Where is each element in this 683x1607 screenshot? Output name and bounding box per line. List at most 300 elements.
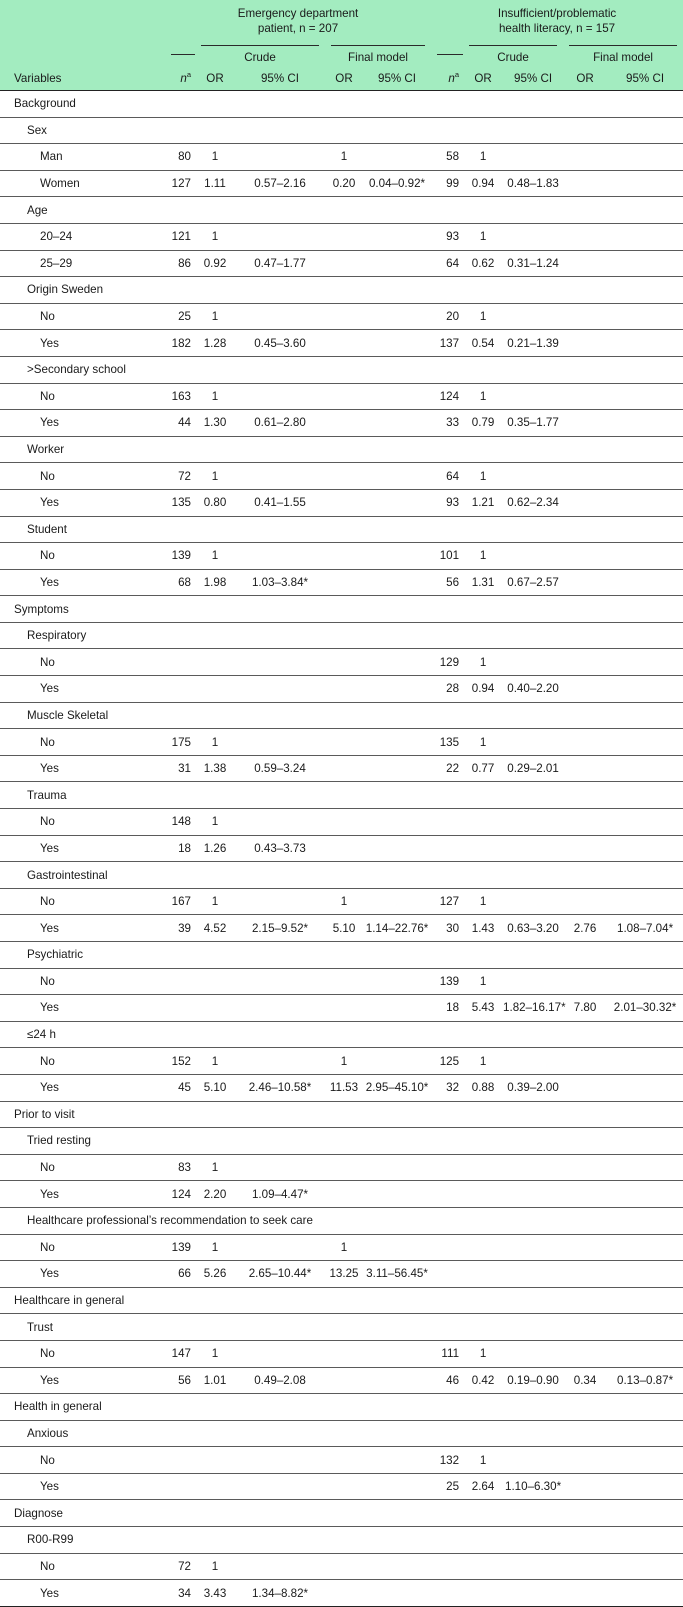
cell-n-left: 124	[165, 1181, 195, 1208]
table-row	[0, 1048, 683, 1075]
cell-ci-crude-right	[503, 1261, 563, 1288]
cell-n-right: 93	[431, 489, 463, 516]
cell-or-crude-right: 1	[463, 968, 503, 995]
cell-n-left: 86	[165, 250, 195, 277]
cell-ci-crude-right	[503, 303, 563, 330]
cell-or-final-left	[325, 1181, 363, 1208]
cell-ci-final-left	[363, 1447, 431, 1474]
cell-ci-crude-left: 1.34–8.82*	[235, 1580, 325, 1607]
cell-or-crude-left	[195, 1473, 235, 1500]
cell-ci-final-right	[607, 835, 683, 862]
variable-row	[0, 1420, 683, 1447]
cell-ci-crude-left: 0.45–3.60	[235, 330, 325, 357]
cell-or-final-right: 7.80	[563, 995, 607, 1022]
table-row	[0, 303, 683, 330]
cell-n-right: 58	[431, 144, 463, 171]
cell-or-final-left	[325, 1367, 363, 1394]
cell-ci-crude-left	[235, 144, 325, 171]
row-label: Yes	[0, 1367, 165, 1394]
cell-ci-crude-left	[235, 1473, 325, 1500]
cell-ci-final-right	[607, 1048, 683, 1075]
variable-row	[0, 942, 683, 969]
variable-row	[0, 782, 683, 809]
cell-ci-final-right	[607, 1074, 683, 1101]
cell-ci-final-right	[607, 489, 683, 516]
cell-n-left: 167	[165, 888, 195, 915]
cell-n-left: 147	[165, 1340, 195, 1367]
cell-ci-final-right	[607, 223, 683, 250]
variable-row	[0, 277, 683, 304]
column-n-right: $n^a$	[431, 66, 463, 91]
cell-or-crude-right: 1	[463, 383, 503, 410]
cell-or-crude-left: 1.11	[195, 170, 235, 197]
row-label: No	[0, 968, 165, 995]
subheader-final-left: Final model	[325, 42, 431, 66]
cell-or-crude-right: 1	[463, 729, 503, 756]
cell-n-left: 66	[165, 1261, 195, 1288]
cell-ci-final-right	[607, 1340, 683, 1367]
table-row	[0, 835, 683, 862]
cell-ci-final-right: 2.01–30.32*	[607, 995, 683, 1022]
row-label: Trauma	[0, 782, 683, 809]
cell-or-crude-right	[463, 1234, 503, 1261]
table-header	[0, 0, 683, 91]
cell-n-left	[165, 995, 195, 1022]
cell-or-final-left: 5.10	[325, 915, 363, 942]
cell-ci-final-right	[607, 1553, 683, 1580]
cell-ci-crude-right	[503, 835, 563, 862]
cell-n-right: 22	[431, 755, 463, 782]
table-row	[0, 250, 683, 277]
cell-ci-crude-right: 0.62–2.34	[503, 489, 563, 516]
row-label: Worker	[0, 436, 683, 463]
cell-ci-final-left	[363, 835, 431, 862]
cell-n-right: 30	[431, 915, 463, 942]
cell-n-right: 18	[431, 995, 463, 1022]
cell-n-left: 152	[165, 1048, 195, 1075]
row-label: Symptoms	[0, 596, 683, 623]
cell-ci-final-right	[607, 410, 683, 437]
cell-or-final-left: 1	[325, 1234, 363, 1261]
variable-row	[0, 356, 683, 383]
cell-n-right: 101	[431, 543, 463, 570]
cell-or-crude-left: 1.01	[195, 1367, 235, 1394]
cell-or-final-right	[563, 1154, 607, 1181]
table-row	[0, 569, 683, 596]
cell-or-final-left	[325, 968, 363, 995]
cell-or-crude-right: 0.54	[463, 330, 503, 357]
cell-n-right: 135	[431, 729, 463, 756]
cell-or-crude-left: 1.28	[195, 330, 235, 357]
cell-or-crude-left: 1	[195, 729, 235, 756]
cell-or-crude-right: 1.43	[463, 915, 503, 942]
cell-ci-final-right	[607, 649, 683, 676]
cell-or-crude-left: 0.92	[195, 250, 235, 277]
cell-or-final-right	[563, 144, 607, 171]
row-label: Women	[0, 170, 165, 197]
cell-ci-crude-right	[503, 809, 563, 836]
cell-ci-crude-left	[235, 303, 325, 330]
row-label: No	[0, 888, 165, 915]
cell-ci-crude-left	[235, 729, 325, 756]
cell-or-final-left: 1	[325, 888, 363, 915]
cell-ci-final-left: 0.04–0.92*	[363, 170, 431, 197]
cell-ci-crude-right	[503, 1340, 563, 1367]
row-label: Man	[0, 144, 165, 171]
cell-ci-final-left	[363, 995, 431, 1022]
row-label: Background	[0, 91, 683, 118]
table-row	[0, 888, 683, 915]
cell-or-crude-right: 1	[463, 1340, 503, 1367]
cell-ci-crude-left	[235, 809, 325, 836]
cell-ci-crude-right	[503, 223, 563, 250]
section-row	[0, 596, 683, 623]
cell-ci-final-right	[607, 330, 683, 357]
cell-or-final-right	[563, 569, 607, 596]
cell-n-left: 72	[165, 1553, 195, 1580]
cell-ci-crude-left: 0.47–1.77	[235, 250, 325, 277]
section-row	[0, 1500, 683, 1527]
table-row	[0, 1447, 683, 1474]
cell-or-final-left	[325, 463, 363, 490]
cell-ci-crude-right: 1.10–6.30*	[503, 1473, 563, 1500]
cell-n-right: 46	[431, 1367, 463, 1394]
row-label: Trust	[0, 1314, 683, 1341]
cell-or-crude-left: 4.52	[195, 915, 235, 942]
cell-or-final-right	[563, 410, 607, 437]
cell-ci-final-right	[607, 968, 683, 995]
table-row	[0, 223, 683, 250]
cell-ci-crude-left	[235, 223, 325, 250]
table-row	[0, 676, 683, 703]
cell-n-left: 121	[165, 223, 195, 250]
cell-or-crude-right	[463, 1154, 503, 1181]
variable-row	[0, 622, 683, 649]
variable-row	[0, 702, 683, 729]
cell-ci-crude-left	[235, 968, 325, 995]
subheader-final-right: Final model	[563, 42, 683, 66]
cell-n-right	[431, 1261, 463, 1288]
cell-n-left: 39	[165, 915, 195, 942]
cell-n-left: 163	[165, 383, 195, 410]
cell-n-right	[431, 835, 463, 862]
cell-or-final-right	[563, 1340, 607, 1367]
cell-n-left: 68	[165, 569, 195, 596]
table-row	[0, 330, 683, 357]
cell-ci-crude-left: 2.46–10.58*	[235, 1074, 325, 1101]
cell-ci-final-left	[363, 543, 431, 570]
group-header-ed-patient: Emergency department patient, n = 207	[165, 0, 431, 42]
cell-or-crude-left: 5.26	[195, 1261, 235, 1288]
row-label: 20–24	[0, 223, 165, 250]
cell-or-crude-left: 2.20	[195, 1181, 235, 1208]
cell-or-crude-right: 1.21	[463, 489, 503, 516]
row-label: Yes	[0, 676, 165, 703]
row-label: Yes	[0, 1261, 165, 1288]
cell-n-right	[431, 1154, 463, 1181]
cell-or-final-right	[563, 330, 607, 357]
cell-n-right: 132	[431, 1447, 463, 1474]
row-label: Healthcare in general	[0, 1287, 683, 1314]
cell-or-crude-left: 1	[195, 809, 235, 836]
column-ci-crude-left: 95% CI	[235, 66, 325, 91]
row-label: Muscle Skeletal	[0, 702, 683, 729]
cell-n-left: 127	[165, 170, 195, 197]
cell-n-right: 127	[431, 888, 463, 915]
table-row	[0, 1154, 683, 1181]
cell-n-left: 25	[165, 303, 195, 330]
cell-ci-crude-left: 0.61–2.80	[235, 410, 325, 437]
cell-ci-crude-right: 0.40–2.20	[503, 676, 563, 703]
cell-or-final-right	[563, 1048, 607, 1075]
cell-ci-final-right	[607, 676, 683, 703]
cell-or-final-right	[563, 649, 607, 676]
cell-or-final-right: 2.76	[563, 915, 607, 942]
cell-ci-final-left	[363, 809, 431, 836]
cell-n-left	[165, 676, 195, 703]
column-n-left: $n^a$	[165, 66, 195, 91]
cell-ci-crude-right: 0.35–1.77	[503, 410, 563, 437]
cell-or-crude-left: 3.43	[195, 1580, 235, 1607]
cell-or-final-right	[563, 835, 607, 862]
cell-or-final-left	[325, 755, 363, 782]
row-label: Yes	[0, 995, 165, 1022]
cell-ci-crude-right	[503, 1447, 563, 1474]
cell-n-right: 129	[431, 649, 463, 676]
row-label: Age	[0, 197, 683, 224]
group-left-subtitle: patient, n = 207	[257, 22, 339, 35]
table-row	[0, 489, 683, 516]
cell-or-crude-left: 1	[195, 303, 235, 330]
cell-ci-final-right	[607, 463, 683, 490]
cell-n-right: 111	[431, 1340, 463, 1367]
cell-ci-crude-right: 0.29–2.01	[503, 755, 563, 782]
table-row	[0, 729, 683, 756]
cell-n-right: 33	[431, 410, 463, 437]
cell-or-final-left	[325, 729, 363, 756]
cell-or-final-left: 1	[325, 1048, 363, 1075]
cell-ci-crude-right: 0.48–1.83	[503, 170, 563, 197]
row-label: Anxious	[0, 1420, 683, 1447]
cell-or-crude-left: 1.26	[195, 835, 235, 862]
row-label: Yes	[0, 915, 165, 942]
cell-ci-crude-left: 0.59–3.24	[235, 755, 325, 782]
cell-ci-crude-left: 1.09–4.47*	[235, 1181, 325, 1208]
cell-ci-crude-right: 1.82–16.17*	[503, 995, 563, 1022]
row-label: Yes	[0, 330, 165, 357]
cell-ci-crude-left	[235, 888, 325, 915]
cell-ci-crude-left	[235, 1154, 325, 1181]
cell-ci-final-left: 3.11–56.45*	[363, 1261, 431, 1288]
cell-or-crude-right: 1	[463, 1048, 503, 1075]
cell-or-final-left	[325, 1447, 363, 1474]
cell-ci-final-left	[363, 755, 431, 782]
cell-ci-crude-left	[235, 1553, 325, 1580]
table-row	[0, 1340, 683, 1367]
row-label: Yes	[0, 1473, 165, 1500]
row-label: Psychiatric	[0, 942, 683, 969]
cell-or-crude-left: 1	[195, 1553, 235, 1580]
cell-or-final-left	[325, 543, 363, 570]
cell-or-crude-right: 0.77	[463, 755, 503, 782]
cell-or-final-right	[563, 1181, 607, 1208]
cell-ci-final-right: 0.13–0.87*	[607, 1367, 683, 1394]
cell-or-final-left	[325, 1553, 363, 1580]
cell-n-left	[165, 649, 195, 676]
cell-ci-final-left	[363, 1580, 431, 1607]
cell-ci-final-left	[363, 489, 431, 516]
cell-or-crude-right: 1	[463, 223, 503, 250]
cell-or-final-left	[325, 410, 363, 437]
cell-or-final-left	[325, 489, 363, 516]
cell-or-final-left	[325, 1154, 363, 1181]
cell-ci-crude-right	[503, 463, 563, 490]
cell-ci-crude-left	[235, 543, 325, 570]
cell-or-final-right	[563, 463, 607, 490]
cell-ci-final-left	[363, 1154, 431, 1181]
cell-or-final-left	[325, 649, 363, 676]
cell-n-left	[165, 1473, 195, 1500]
cell-or-final-right	[563, 303, 607, 330]
cell-or-crude-right: 0.94	[463, 170, 503, 197]
table-row	[0, 809, 683, 836]
cell-ci-final-right	[607, 1234, 683, 1261]
cell-or-crude-left: 1	[195, 1234, 235, 1261]
cell-or-crude-right: 0.42	[463, 1367, 503, 1394]
cell-or-final-right	[563, 250, 607, 277]
row-label: Student	[0, 516, 683, 543]
cell-or-final-right	[563, 170, 607, 197]
cell-ci-final-right	[607, 250, 683, 277]
cell-ci-crude-right	[503, 968, 563, 995]
row-label: No	[0, 463, 165, 490]
variable-row	[0, 1314, 683, 1341]
table-row	[0, 1181, 683, 1208]
cell-or-crude-right: 0.62	[463, 250, 503, 277]
table-row	[0, 1234, 683, 1261]
cell-ci-crude-left: 0.41–1.55	[235, 489, 325, 516]
row-label: Yes	[0, 489, 165, 516]
cell-or-final-right	[563, 223, 607, 250]
cell-ci-final-right	[607, 170, 683, 197]
cell-or-final-right	[563, 543, 607, 570]
cell-or-crude-left: 1	[195, 383, 235, 410]
cell-or-final-right	[563, 729, 607, 756]
cell-n-left: 139	[165, 543, 195, 570]
cell-ci-final-left	[363, 676, 431, 703]
cell-or-crude-left: 5.10	[195, 1074, 235, 1101]
cell-ci-final-left	[363, 410, 431, 437]
row-label: No	[0, 1154, 165, 1181]
variable-row	[0, 1527, 683, 1554]
column-ci-final-right: 95% CI	[607, 66, 683, 91]
cell-or-final-right	[563, 1473, 607, 1500]
cell-n-left: 148	[165, 809, 195, 836]
column-or-crude-right: OR	[463, 66, 503, 91]
cell-ci-final-left	[363, 888, 431, 915]
cell-n-right: 93	[431, 223, 463, 250]
cell-ci-final-left	[363, 1340, 431, 1367]
cell-ci-final-left	[363, 968, 431, 995]
section-row	[0, 1394, 683, 1421]
row-label: No	[0, 1553, 165, 1580]
cell-or-final-left	[325, 1580, 363, 1607]
variable-row	[0, 436, 683, 463]
cell-ci-crude-left	[235, 1048, 325, 1075]
cell-n-left: 72	[165, 463, 195, 490]
cell-or-crude-left: 1.38	[195, 755, 235, 782]
cell-or-final-left: 13.25	[325, 1261, 363, 1288]
cell-or-final-right	[563, 489, 607, 516]
cell-ci-final-left	[363, 144, 431, 171]
column-variables: Variables	[0, 66, 165, 91]
table-row	[0, 1553, 683, 1580]
cell-ci-crude-right	[503, 729, 563, 756]
cell-or-crude-right: 0.88	[463, 1074, 503, 1101]
cell-ci-final-right	[607, 1473, 683, 1500]
cell-ci-crude-right	[503, 1553, 563, 1580]
cell-ci-final-left	[363, 1553, 431, 1580]
cell-ci-final-right	[607, 1447, 683, 1474]
cell-ci-final-left	[363, 569, 431, 596]
variable-row	[0, 516, 683, 543]
cell-or-crude-left: 1	[195, 1048, 235, 1075]
cell-ci-final-left	[363, 383, 431, 410]
cell-or-crude-left: 1	[195, 543, 235, 570]
cell-or-final-right	[563, 1074, 607, 1101]
cell-n-left: 56	[165, 1367, 195, 1394]
cell-n-left	[165, 1447, 195, 1474]
cell-n-right: 139	[431, 968, 463, 995]
row-label: No	[0, 809, 165, 836]
cell-n-right: 64	[431, 250, 463, 277]
column-ci-crude-right: 95% CI	[503, 66, 563, 91]
table-row	[0, 543, 683, 570]
cell-n-left: 139	[165, 1234, 195, 1261]
cell-ci-crude-right	[503, 888, 563, 915]
cell-or-final-left	[325, 330, 363, 357]
group-header-health-literacy: Insufficient/problematic health literacy, n = 157	[431, 0, 683, 42]
table-row	[0, 995, 683, 1022]
cell-ci-final-left	[363, 1367, 431, 1394]
column-or-final-left: OR	[325, 66, 363, 91]
cell-or-crude-left: 1	[195, 463, 235, 490]
cell-n-right	[431, 1580, 463, 1607]
cell-or-final-left	[325, 1340, 363, 1367]
cell-ci-crude-right: 0.19–0.90	[503, 1367, 563, 1394]
cell-or-crude-left: 1	[195, 144, 235, 171]
cell-n-right: 125	[431, 1048, 463, 1075]
cell-n-right	[431, 1234, 463, 1261]
cell-n-right: 25	[431, 1473, 463, 1500]
cell-ci-final-left	[363, 303, 431, 330]
table-row	[0, 968, 683, 995]
cell-ci-crude-left: 2.65–10.44*	[235, 1261, 325, 1288]
table-row	[0, 1367, 683, 1394]
cell-ci-crude-right: 0.63–3.20	[503, 915, 563, 942]
cell-ci-final-left	[363, 1234, 431, 1261]
cell-ci-final-right	[607, 888, 683, 915]
column-or-crude-left: OR	[195, 66, 235, 91]
cell-ci-crude-left: 0.43–3.73	[235, 835, 325, 862]
cell-or-final-left	[325, 250, 363, 277]
cell-n-left: 31	[165, 755, 195, 782]
cell-ci-crude-right	[503, 1154, 563, 1181]
row-label: >Secondary school	[0, 356, 683, 383]
cell-n-right: 137	[431, 330, 463, 357]
cell-or-crude-right	[463, 835, 503, 862]
cell-or-crude-right	[463, 1181, 503, 1208]
